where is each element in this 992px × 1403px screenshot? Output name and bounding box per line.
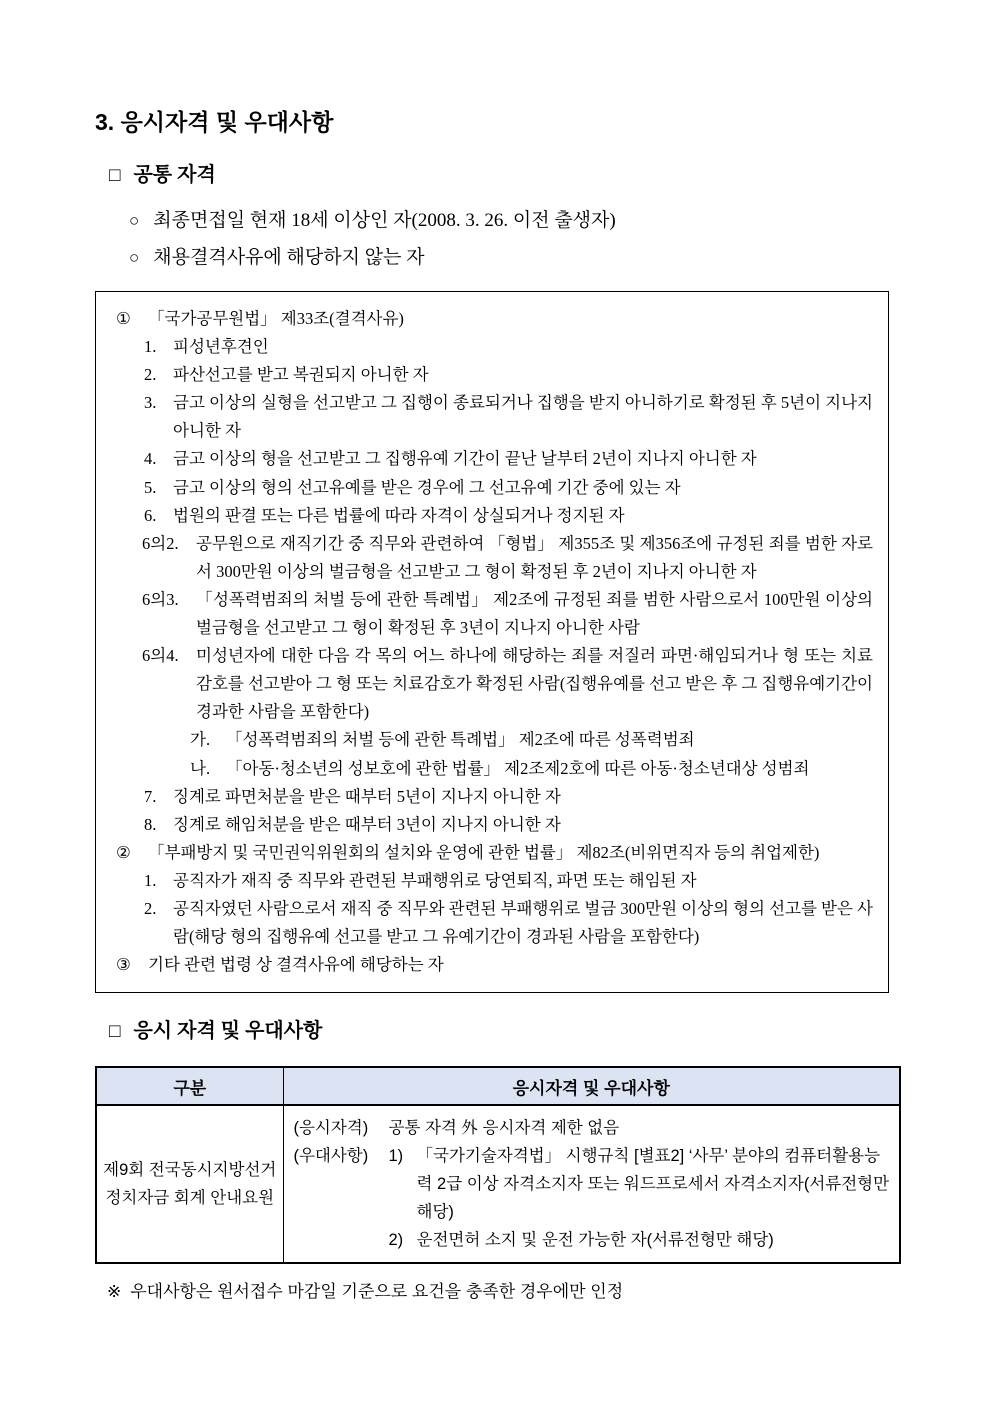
law-item-text: 금고 이상의 형을 선고받고 그 집행유예 기간이 끝난 날부터 2년이 지나지 아니한 자 <box>173 449 757 469</box>
disqualification-box <box>95 291 889 993</box>
reference-mark-icon: ※ <box>107 1282 122 1302</box>
apply-heading-text: 응시 자격 및 우대사항 <box>133 1020 323 1043</box>
circle-bullet-icon: ○ <box>129 211 140 230</box>
law-item-text: 기타 관련 법령 상 결격사유에 해당하는 자 <box>148 955 444 975</box>
square-bullet-icon: □ <box>109 1021 121 1043</box>
law-item-label: ② <box>116 842 131 862</box>
preference-list <box>389 1142 896 1254</box>
law-item-label: ③ <box>116 955 131 975</box>
qualification-label: (응시자격) <box>293 1119 369 1138</box>
qualification-text: 공통 자격 外 응시자격 제한 없음 <box>388 1119 620 1138</box>
law-item-label: ① <box>116 309 131 328</box>
law-item <box>108 586 873 642</box>
law-item-text: 법원의 판결 또는 다른 법률에 따라 자격이 상실되거나 정지된 자 <box>173 505 625 525</box>
law-item <box>108 333 873 361</box>
law-item <box>108 895 873 951</box>
law-item-label: 1. <box>144 870 157 890</box>
law-item <box>108 389 873 445</box>
common-qualification-heading <box>109 162 902 189</box>
preference-item-text: 운전면허 소지 및 운전 가능한 자(서류전형만 해당) <box>416 1231 774 1250</box>
common-heading-text: 공통 자격 <box>133 164 216 186</box>
law-item <box>108 951 873 979</box>
law-item-text: 피성년후견인 <box>173 337 269 357</box>
page-title: 3. 응시자격 및 우대사항 <box>95 109 334 135</box>
law-item-text: 공직자였던 사람으로서 재직 중 직무와 관련된 부패행위로 벌금 300만원 이상의 형의 선고를 받은 사람(해당 형의 집행유예 선고를 받고 그 유예기간이 경과된 사람을 포함한다) <box>173 898 873 947</box>
law-item <box>108 726 873 754</box>
law-item-label: 6의3. <box>142 589 179 609</box>
law-item-text: 금고 이상의 실형을 선고받고 그 집행이 종료되거나 집행을 받지 아니하기로 확정된 후 5년이 지나지 아니한 자 <box>173 393 873 441</box>
square-bullet-icon: □ <box>109 165 121 186</box>
law-item-text: 「성폭력범죄의 처벌 등에 관한 특례법」 제2조에 규정된 죄를 범한 사람으로서 100만원 이상의 벌금형을 선고받고 그 형이 확정된 후 3년이 지나지 아니한 사람 <box>196 589 873 638</box>
footnote <box>107 1279 902 1305</box>
law-item-label: 6의2. <box>142 533 179 553</box>
law-item-label: 1. <box>144 337 157 357</box>
law-item-text: 「부패방지 및 국민권익위원회의 설치와 운영에 관한 법률」 제82조(비위면직자 등의 취업제한) <box>148 842 820 862</box>
law-item <box>108 839 873 867</box>
law-item-text: 징계로 파면처분을 받은 때부터 5년이 지나지 아니한 자 <box>173 786 561 806</box>
law-item-label: 2. <box>144 898 157 918</box>
preference-label: (우대사항) <box>293 1147 369 1166</box>
law-item <box>108 530 873 586</box>
law-item-text: 징계로 해임처분을 받은 때부터 3년이 지나지 아니한 자 <box>173 814 561 834</box>
apply-qualification-heading <box>109 1018 902 1045</box>
category-line: 정치자금 회계 안내요원 <box>105 1189 275 1208</box>
preference-item <box>389 1142 896 1226</box>
category-cell <box>96 1105 283 1263</box>
law-item-label: 7. <box>144 786 157 806</box>
law-item <box>108 502 873 530</box>
law-item <box>108 642 873 726</box>
table-header-row <box>96 1067 900 1105</box>
qualification-line <box>294 1114 896 1142</box>
law-item-label: 8. <box>144 814 157 834</box>
law-item-text: 「국가공무원법」 제33조(결격사유) <box>148 309 404 328</box>
law-item-label: 5. <box>144 477 157 497</box>
footnote-text: 우대사항은 원서접수 마감일 기준으로 요건을 충족한 경우에만 인정 <box>130 1282 624 1302</box>
law-item-label: 4. <box>144 449 157 469</box>
table-row <box>96 1105 900 1263</box>
table-header-detail: 응시자격 및 우대사항 <box>283 1067 900 1105</box>
common-qualification-list <box>129 202 902 276</box>
law-item-text: 공직자가 재직 중 직무와 관련된 부패행위로 당연퇴직, 파면 또는 해임된 자 <box>173 870 697 890</box>
law-item <box>108 361 873 389</box>
list-item-text: 채용결격사유에 해당하지 않는 자 <box>153 247 425 268</box>
law-item <box>108 474 873 502</box>
list-item-text: 최종면접일 현재 18세 이상인 자(2008. 3. 26. 이전 출생자) <box>153 210 616 231</box>
preference-item-text: 「국가기술자격법」 시행규칙 [별표2] ‘사무’ 분야의 컴퓨터활용능력 2급 이상 자격소지자 또는 워드프로세서 자격소지자(서류전형만 해당) <box>416 1147 890 1222</box>
qualification-table <box>95 1066 901 1264</box>
preference-line <box>294 1142 896 1254</box>
table-header-category: 구분 <box>96 1067 283 1105</box>
preference-item-number: 2) <box>388 1231 404 1250</box>
law-item-label: 6. <box>144 505 157 525</box>
detail-cell <box>283 1105 900 1263</box>
list-item <box>129 239 902 276</box>
law-item-label: 2. <box>144 365 157 385</box>
law-item <box>108 445 873 473</box>
law-item-text: 파산선고를 받고 복권되지 아니한 자 <box>173 365 429 385</box>
law-item <box>108 305 873 333</box>
law-item-text: 「아동·청소년의 성보호에 관한 법률」 제2조제2호에 따른 아동·청소년대상 성범죄 <box>226 758 810 778</box>
law-item <box>108 783 873 811</box>
law-item-text: 공무원으로 재직기간 중 직무와 관련하여 「형법」 제355조 및 제356조에 규정된 죄를 범한 자로서 300만원 이상의 벌금형을 선고받고 그 형이 확정된 후 2년이 지나지 아니한 자 <box>196 533 873 581</box>
list-item <box>129 202 902 239</box>
law-item-text: 「성폭력범죄의 처벌 등에 관한 특례법」 제2조에 따른 성폭력범죄 <box>226 730 695 750</box>
law-item-text: 미성년자에 대한 다음 각 목의 어느 하나에 해당하는 죄를 저질러 파면·해임되거나 형 또는 치료 감호를 선고받아 그 형 또는 치료감호가 확정된 사람(집행유예를 선고 받은 후 그 집행유예기간이 경과한 사람을 포함한다) <box>196 646 873 722</box>
law-item <box>108 755 873 783</box>
preference-item-number: 1) <box>388 1147 404 1166</box>
law-item-label: 6의4. <box>142 646 179 666</box>
category-line: 제9회 전국동시지방선거 <box>103 1161 277 1180</box>
law-item-label: 나. <box>190 758 211 778</box>
law-item-label: 가. <box>190 730 211 750</box>
law-item-text: 금고 이상의 형의 선고유예를 받은 경우에 그 선고유예 기간 중에 있는 자 <box>173 477 681 497</box>
circle-bullet-icon: ○ <box>129 248 140 267</box>
law-item <box>108 867 873 895</box>
preference-item <box>389 1226 896 1254</box>
law-item <box>108 811 873 839</box>
law-item-label: 3. <box>144 393 157 413</box>
